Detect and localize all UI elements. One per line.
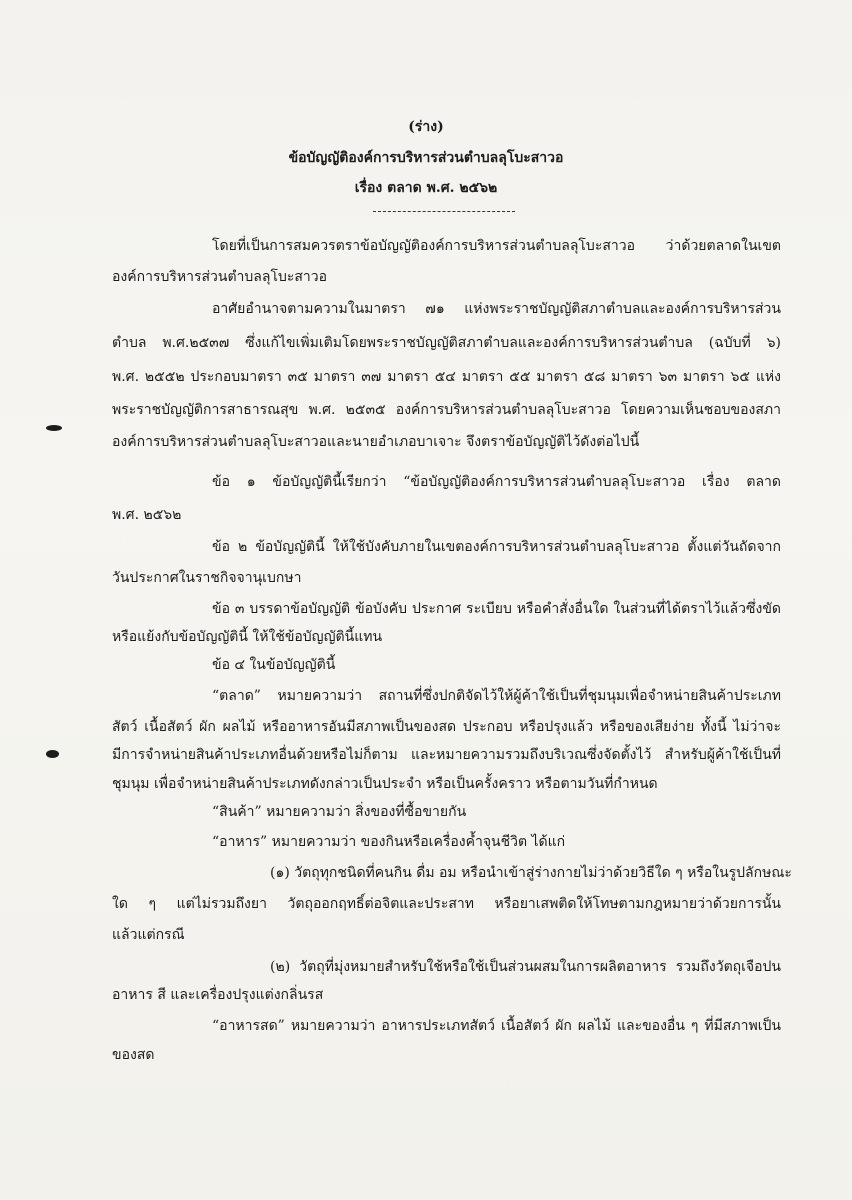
definition-line: “อาหาร” หมายความว่า ของกินหรือเครื่องค้ำจุนชีวิต ได้แก่ bbox=[212, 834, 566, 850]
body-line: พ.ศ. ๒๕๕๒ ประกอบมาตรา ๓๕ มาตรา ๓๗ มาตรา ๕๔ มาตรา ๕๕ มาตรา ๕๘ มาตรา ๖๓ มาตรา ๖๕ แห่ง bbox=[112, 369, 781, 385]
definition-line: สัตว์ เนื้อสัตว์ ผัก ผลไม้ หรืออาหารอันมีสภาพเป็นของสด ประกอบ หรือปรุงแล้ว หรือของเสียง่าย ทั้งนี้ ไม่ว่าจะ bbox=[112, 719, 781, 735]
draft-label: (ร่าง) bbox=[408, 119, 444, 135]
definition-line: ของสด bbox=[112, 1047, 155, 1063]
definition-line: “สินค้า” หมายความว่า สิ่งของที่ซื้อขายกัน bbox=[212, 804, 467, 820]
body-line: องค์การบริหารส่วนตำบลลุโบะสาวอ bbox=[112, 269, 328, 285]
clause-line: ข้อ ๓ บรรดาข้อบัญญัติ ข้อบังคับ ประกาศ ระเบียบ หรือคำสั่งอื่นใด ในส่วนที่ได้ตราไว้แล้วซึ่งขัด bbox=[212, 601, 781, 617]
body-line: โดยที่เป็นการสมควรตราข้อบัญญัติองค์การบริหารส่วนตำบลลุโบะสาวอ ว่าด้วยตลาดในเขต bbox=[212, 238, 781, 254]
title-divider bbox=[373, 211, 515, 212]
clause-line: พ.ศ. ๒๕๖๒ bbox=[112, 507, 182, 523]
clause-line: วันประกาศในราชกิจจานุเบกษา bbox=[112, 570, 302, 586]
body-line: ตำบล พ.ศ.๒๕๓๗ ซึ่งแก้ไขเพิ่มเติมโดยพระราชบัญญัติสภาตำบลและองค์การบริหารส่วนตำบล (ฉบับที่ ๖) bbox=[112, 335, 781, 351]
sub-item-line: อาหาร สี และเครื่องปรุงแต่งกลิ่นรส bbox=[112, 987, 324, 1003]
document-subject: เรื่อง ตลาด พ.ศ. ๒๕๖๒ bbox=[354, 180, 498, 196]
clause-line: ข้อ ๔ ในข้อบัญญัตินี้ bbox=[212, 657, 336, 673]
document-title: ข้อบัญญัติองค์การบริหารส่วนตำบลลุโบะสาวอ bbox=[288, 150, 564, 166]
definition-line: “อาหารสด” หมายความว่า อาหารประเภทสัตว์ เนื้อสัตว์ ผัก ผลไม้ และของอื่น ๆ ที่มีสภาพเป็น bbox=[212, 1018, 781, 1034]
sub-item-line: (๒) วัตถุที่มุ่งหมายสำหรับใช้หรือใช้เป็นส่วนผสมในการผลิตอาหาร รวมถึงวัตถุเจือปน bbox=[270, 959, 781, 975]
definition-line: “ตลาด” หมายความว่า สถานที่ซึ่งปกติจัดไว้ให้ผู้ค้าใช้เป็นที่ชุมนุมเพื่อจำหน่ายสินค้าประเภท bbox=[212, 688, 781, 704]
sub-item-line: แล้วแต่กรณี bbox=[112, 927, 185, 943]
clause-line: หรือแย้งกับข้อบัญญัตินี้ ให้ใช้ข้อบัญญัตินี้แทน bbox=[112, 629, 383, 645]
definition-line: มีการจำหน่ายสินค้าประเภทอื่นด้วยหรือไม่ก็ตาม และหมายความรวมถึงบริเวณซึ่งจัดตั้งไว้ สำหรับผู้ค้าใช้เป็นที่ bbox=[112, 747, 781, 763]
sub-item-line: (๑) วัตถุทุกชนิดที่คนกิน ดื่ม อม หรือนำเข้าสู่ร่างกายไม่ว่าด้วยวิธีใด ๆ หรือในรูปลักษณะ bbox=[270, 865, 792, 881]
clause-line: ข้อ ๒ ข้อบัญญัตินี้ ให้ใช้บังคับภายในเขตองค์การบริหารส่วนตำบลลุโบะสาวอ ตั้งแต่วันถัดจาก bbox=[212, 539, 781, 555]
sub-item-line: ใด ๆ แต่ไม่รวมถึงยา วัตถุออกฤทธิ์ต่อจิตและประสาท หรือยาเสพติดให้โทษตามกฎหมายว่าด้วยการนั้น bbox=[112, 896, 781, 912]
punch-hole-mark bbox=[46, 750, 59, 758]
clause-line: ข้อ ๑ ข้อบัญญัตินี้เรียกว่า “ข้อบัญญัติองค์การบริหารส่วนตำบลลุโบะสาวอ เรื่อง ตลาด bbox=[212, 474, 781, 490]
body-line: องค์การบริหารส่วนตำบลลุโบะสาวอและนายอำเภอบาเจาะ จึงตราข้อบัญญัติไว้ดังต่อไปนี้ bbox=[112, 434, 640, 450]
punch-hole-mark bbox=[46, 425, 62, 431]
body-line: อาศัยอำนาจตามความในมาตรา ๗๑ แห่งพระราชบัญญัติสภาตำบลและองค์การบริหารส่วน bbox=[212, 301, 781, 317]
body-line: พระราชบัญญัติการสาธารณสุข พ.ศ. ๒๕๓๕ องค์การบริหารส่วนตำบลลุโบะสาวอ โดยความเห็นชอบของสภา bbox=[112, 402, 781, 418]
definition-line: ชุมนุม เพื่อจำหน่ายสินค้าประเภทดังกล่าวเป็นประจำ หรือเป็นครั้งคราว หรือตามวันที่กำหนด bbox=[112, 776, 658, 792]
